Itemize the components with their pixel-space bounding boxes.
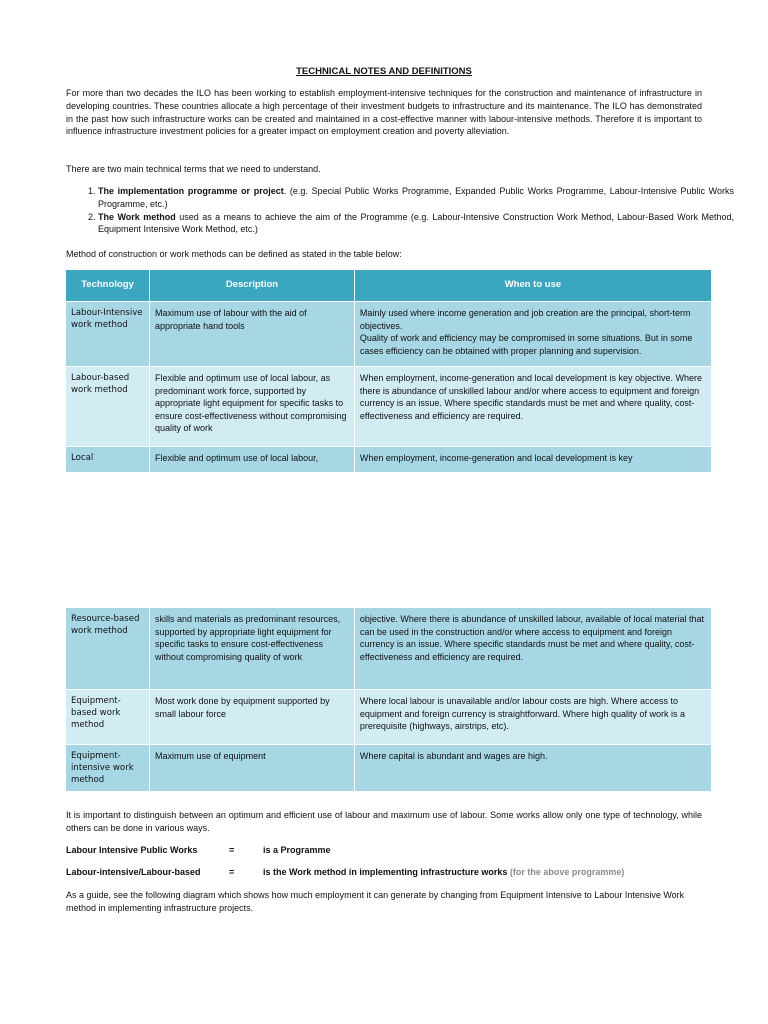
when-to-use-cell: Where capital is abundant and wages are high. <box>355 745 712 792</box>
table-intro-paragraph: Method of construction or work methods can be defined as stated in the table below: <box>66 249 402 259</box>
equals-sign: = <box>229 845 235 855</box>
definition-term: Labour Intensive Public Works <box>66 845 198 855</box>
table-row <box>66 302 712 367</box>
definition-term: Labour-intensive/Labour-based <box>66 867 201 877</box>
term-text: . (e.g. Special Public Works Programme, Expanded Public Works Programme, Labour-Intensive Public Works Programme, etc.) <box>98 186 734 209</box>
closing-paragraph: As a guide, see the following diagram which shows how much employment it can generate by changing from Equipment Intensive to Labour Intensive Work method in implementing infrastructure projects. <box>66 890 685 913</box>
list-item <box>98 211 734 237</box>
description-cell: skills and materials as predominant resources, supported by appropriate light equipment for specific tasks to ensure cost-effectiveness without compromising quality of work <box>150 608 355 690</box>
column-header-technology: Technology <box>66 270 150 302</box>
description-cell: Maximum use of equipment <box>150 745 355 792</box>
term-text: used as a means to achieve the aim of the Programme (e.g. Labour-Intensive Construction Work Method, Labour-Based Work Method, Equipment Intensive Work Method, etc.) <box>98 211 734 235</box>
description-cell: Flexible and optimum use of local labour, as predominant work force, supported by appropriate light equipment for specific tasks to ensure cost-effectiveness without compromising quality of work <box>150 367 355 447</box>
table-row <box>66 745 712 792</box>
technology-cell: Labour-based work method <box>66 367 150 447</box>
equals-sign: = <box>229 867 235 877</box>
table-row <box>66 447 712 473</box>
table-row <box>66 367 712 447</box>
technology-cell: Resource-based work method <box>66 608 150 690</box>
definition-meaning <box>263 867 624 877</box>
table-row <box>66 690 712 745</box>
definition-note: (for the above programme) <box>507 867 625 877</box>
when-to-use-cell: When employment, income-generation and local development is key objective. Where there is abundance of unskilled labour and/or where access to equipment and foreign currency is an issue. Where specific standards must be met and where quality, cost-effectiveness and efficiency are required. <box>355 367 712 447</box>
when-to-use-cell: objective. Where there is abundance of unskilled labour, available of local material that can be used in the construction and/or where access to equipment and foreign currency is an issue. Where specific standards must be met and where quality, cost-effectiveness and efficiency are required. <box>355 608 712 690</box>
definition-meaning: is a Programme <box>263 845 331 855</box>
technology-cell: Labour-Intensive work method <box>66 302 150 367</box>
column-header-when-to-use: When to use <box>355 270 712 302</box>
technology-cell: Equipment-intensive work method <box>66 745 150 792</box>
definition-line <box>66 867 766 880</box>
term-bold: The implementation programme or project <box>98 186 284 196</box>
terms-intro-paragraph: There are two main technical terms that we need to understand. <box>66 164 321 174</box>
list-item <box>98 185 734 211</box>
page-title: TECHNICAL NOTES AND DEFINITIONS <box>296 66 472 77</box>
description-cell: Maximum use of labour with the aid of appropriate hand tools <box>150 302 355 367</box>
table-header-row <box>66 270 712 302</box>
intro-paragraph: For more than two decades the ILO has been working to establish employment-intensive techniques for the construction and maintenance of infrastructure in developing countries. These countries allocate a high percentage of their investment budgets to infrastructure and its maintenance. The ILO has demonstrated in the past how such infrastructure works can be created and maintained in a cost-effective manner with labour-intensive methods. Therefore it is important to influence infrastructure investment policies for a greater impact on employment creation and poverty alleviation. <box>66 88 702 137</box>
term-bold: The Work method <box>98 211 176 222</box>
column-header-description: Description <box>150 270 355 302</box>
table-row <box>66 608 712 690</box>
work-methods-table <box>66 270 712 473</box>
definition-meaning-text: is the Work method in implementing infrastructure works <box>263 867 508 877</box>
when-to-use-cell: Where local labour is unavailable and/or labour costs are high. Where access to equipment and foreign currency is straightforward. Where high quality of work is a prerequisite (highways, airstrips, etc). <box>355 690 712 745</box>
work-methods-table-continued <box>66 608 712 792</box>
terms-list <box>66 185 734 236</box>
when-to-use-cell: When employment, income-generation and local development is key <box>355 447 712 473</box>
distinguish-paragraph: It is important to distinguish between an optimum and efficient use of labour and maximum use of labour. Some works allow only one type of technology, while others can be done in various ways. <box>66 810 702 833</box>
technology-cell: Equipment-based work method <box>66 690 150 745</box>
description-cell: Most work done by equipment supported by small labour force <box>150 690 355 745</box>
description-cell: Flexible and optimum use of local labour, <box>150 447 355 473</box>
when-to-use-cell: Mainly used where income generation and job creation are the principal, short-term objectives. Quality of work and efficiency may be compromised in some situations. But in some cases efficiency can be obtained with proper planning and supervision. <box>355 302 712 367</box>
definition-line <box>66 845 766 858</box>
technology-cell: Local <box>66 447 150 473</box>
